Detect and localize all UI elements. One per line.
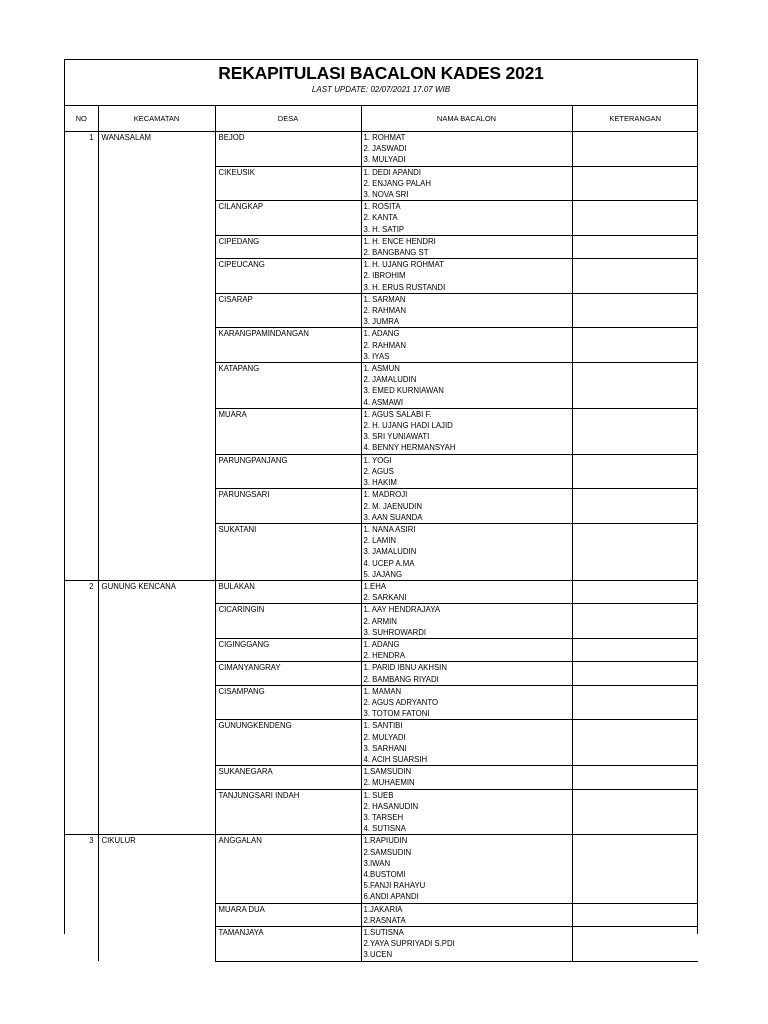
nama-bacalon-cell (361, 927, 572, 962)
candidate-name: 1. ASMUN (363, 364, 400, 374)
candidate-name: 6.ANDI APANDI (363, 892, 419, 902)
candidate-name: 2. AGUS ADRYANTO (363, 697, 439, 707)
nama-bacalon-cell (361, 580, 572, 603)
desa-cell: SUKATANI (215, 523, 361, 580)
row-number (65, 720, 98, 766)
candidate-name: 2. M. JAENUDIN (363, 501, 422, 511)
candidate-name: 2.SAMSUDIN (363, 847, 412, 857)
kecamatan-cell (98, 685, 215, 720)
nama-bacalon-cell (361, 259, 572, 294)
table-row (65, 454, 698, 489)
nama-bacalon-cell (361, 604, 572, 639)
table-row (65, 328, 698, 363)
candidate-name: 4. ASMAWI (363, 397, 404, 407)
keterangan-cell (572, 927, 698, 962)
desa-cell: MUARA DUA (215, 903, 361, 926)
desa-cell: CILANGKAP (215, 201, 361, 236)
candidate-name: 1. SUEB (363, 790, 394, 800)
kecamatan-cell: WANASALAM (98, 132, 215, 167)
kecamatan-cell (98, 766, 215, 789)
desa-cell: CIMANYANGRAY (215, 662, 361, 685)
row-number: 2 (65, 580, 98, 603)
table-row (65, 259, 698, 294)
last-update-text: LAST UPDATE: 02/07/2021 17.07 WIB (311, 85, 451, 94)
candidate-name: 5.FANJI RAHAYU (363, 881, 426, 891)
candidate-name: 2.YAYA SUPRIYADI S.PDI (363, 939, 455, 949)
kecamatan-cell (98, 523, 215, 580)
candidate-name: 4.BUSTOMI (363, 870, 406, 879)
candidate-name: 2. AGUS (363, 466, 394, 476)
nama-bacalon-cell (361, 766, 572, 789)
candidate-name: 1. YOGI (363, 455, 392, 465)
candidate-name: 1. H. ENCE HENDRI (363, 236, 436, 246)
candidate-name: 3.UCEN (363, 950, 393, 960)
header-no: NO (65, 106, 98, 132)
candidate-name: 1. ROSITA (363, 202, 401, 212)
desa-cell: TANJUNGSARI INDAH (215, 789, 361, 835)
candidate-name: 1.SAMSUDIN (363, 767, 412, 777)
nama-bacalon-cell (361, 201, 572, 236)
kecamatan-cell (98, 408, 215, 454)
kecamatan-cell (98, 454, 215, 489)
candidate-name: 5. JAJANG (363, 569, 403, 579)
table-row (65, 408, 698, 454)
row-number (65, 328, 98, 363)
nama-bacalon-cell (361, 132, 572, 167)
candidate-name: 2. JASWADI (363, 144, 407, 154)
keterangan-cell (572, 408, 698, 454)
kecamatan-cell: GUNUNG KENCANA (98, 580, 215, 603)
candidate-name: 2. H. UJANG HADI LAJID (363, 421, 453, 431)
table-row (65, 638, 698, 661)
table-row (65, 903, 698, 926)
table-row (65, 789, 698, 835)
row-number (65, 638, 98, 661)
keterangan-cell (572, 604, 698, 639)
table-row (65, 662, 698, 685)
row-number (65, 235, 98, 258)
keterangan-cell (572, 328, 698, 363)
candidate-name: 1. AAY HENDRAJAYA (363, 605, 441, 615)
keterangan-cell (572, 454, 698, 489)
candidate-name: 3. JUMRA (363, 317, 400, 327)
keterangan-cell (572, 789, 698, 835)
table-row (65, 523, 698, 580)
candidate-name: 1. NANA ASIRI (363, 524, 416, 534)
kecamatan-cell (98, 789, 215, 835)
kecamatan-cell (98, 489, 215, 524)
kecamatan-cell (98, 293, 215, 328)
row-number (65, 293, 98, 328)
desa-cell: CIPEUCANG (215, 259, 361, 294)
candidate-name: 3. H. SATIP (363, 224, 405, 234)
candidate-name: 2. RAHMAN (363, 306, 406, 316)
header-nama-bacalon: NAMA BACALON (361, 106, 572, 132)
kecamatan-cell (98, 328, 215, 363)
header-row (65, 106, 698, 132)
desa-cell: TAMANJAYA (215, 927, 361, 962)
candidate-name: 3. MULYADI (363, 155, 406, 165)
kecamatan-cell (98, 363, 215, 409)
candidate-name: 2. ARMIN (363, 616, 397, 626)
table-row (65, 363, 698, 409)
candidate-name: 3. TOTOM FATONI (363, 709, 430, 719)
nama-bacalon-cell (361, 166, 572, 201)
desa-cell: CICARINGIN (215, 604, 361, 639)
candidate-name: 1. SARMAN (363, 294, 406, 304)
desa-cell: BULAKAN (215, 580, 361, 603)
desa-cell: ANGGALAN (215, 835, 361, 903)
table-body (65, 132, 698, 962)
row-number (65, 662, 98, 685)
keterangan-cell (572, 259, 698, 294)
candidate-name: 1.EHA (363, 581, 387, 591)
table-row (65, 720, 698, 766)
keterangan-cell (572, 489, 698, 524)
row-number (65, 927, 98, 962)
keterangan-cell (572, 720, 698, 766)
candidate-name: 1. ADANG (363, 639, 400, 649)
candidate-name: 1. AGUS SALABI F. (363, 409, 432, 419)
kecamatan-cell (98, 604, 215, 639)
title-block (65, 60, 697, 106)
desa-cell: KATAPANG (215, 363, 361, 409)
nama-bacalon-cell (361, 363, 572, 409)
keterangan-cell (572, 685, 698, 720)
nama-bacalon-cell (361, 523, 572, 580)
kecamatan-cell (98, 720, 215, 766)
nama-bacalon-cell (361, 489, 572, 524)
row-number (65, 408, 98, 454)
candidate-name: 1. SANTIBI (363, 721, 403, 731)
candidate-name: 3. TARSEH (363, 812, 404, 822)
candidate-name: 4. UCEP A.MA (363, 558, 415, 568)
recap-sheet (64, 59, 698, 960)
candidates-table (65, 106, 698, 962)
kecamatan-cell (98, 166, 215, 201)
nama-bacalon-cell (361, 685, 572, 720)
desa-cell: CISAMPANG (215, 685, 361, 720)
table-row (65, 166, 698, 201)
keterangan-cell (572, 523, 698, 580)
candidate-name: 3. NOVA SRI (363, 190, 409, 200)
keterangan-cell (572, 235, 698, 258)
row-number (65, 201, 98, 236)
candidate-name: 1. ROHMAT (363, 133, 406, 142)
candidate-name: 1. DEDI APANDI (363, 167, 421, 177)
desa-cell: PARUNGPANJANG (215, 454, 361, 489)
candidate-name: 2. SARKANI (363, 593, 407, 603)
desa-cell: SUKANEGARA (215, 766, 361, 789)
keterangan-cell (572, 638, 698, 661)
row-number (65, 454, 98, 489)
kecamatan-cell (98, 235, 215, 258)
candidate-name: 2. HENDRA (363, 651, 406, 661)
desa-cell: CISARAP (215, 293, 361, 328)
candidate-name: 2. RAHMAN (363, 340, 406, 350)
row-number (65, 363, 98, 409)
row-number (65, 166, 98, 201)
nama-bacalon-cell (361, 235, 572, 258)
keterangan-cell (572, 766, 698, 789)
keterangan-cell (572, 166, 698, 201)
nama-bacalon-cell (361, 408, 572, 454)
candidate-name: 1. H. UJANG ROHMAT (363, 260, 444, 270)
keterangan-cell (572, 293, 698, 328)
candidate-name: 3. SARHANI (363, 743, 407, 753)
keterangan-cell (572, 201, 698, 236)
header-desa: DESA (215, 106, 361, 132)
candidate-name: 3. H. ERUS RUSTANDI (363, 282, 446, 292)
candidate-name: 1.JAKARIA (363, 904, 403, 914)
keterangan-cell (572, 363, 698, 409)
candidate-name: 2. ENJANG PALAH (363, 178, 431, 188)
row-number (65, 685, 98, 720)
desa-cell: CIGINGGANG (215, 638, 361, 661)
table-row (65, 293, 698, 328)
candidate-name: 2. HASANUDIN (363, 801, 419, 811)
desa-cell: PARUNGSARI (215, 489, 361, 524)
nama-bacalon-cell (361, 789, 572, 835)
row-number (65, 789, 98, 835)
document-title: REKAPITULASI BACALON KADES 2021 (218, 63, 544, 83)
candidate-name: 2. IBROHIM (363, 271, 406, 281)
candidate-name: 3. SUHROWARDI (363, 627, 427, 637)
candidate-name: 1. MAMAN (363, 686, 402, 696)
table-row (65, 489, 698, 524)
candidate-name: 3. IYAS (363, 351, 390, 361)
candidate-name: 3. SRI YUNIAWATI (363, 432, 430, 442)
candidate-name: 2. MULYADI (363, 732, 406, 742)
candidate-name: 2. LAMIN (363, 536, 396, 546)
candidate-name: 1.RAPIUDIN (363, 836, 408, 846)
keterangan-cell (572, 835, 698, 903)
nama-bacalon-cell (361, 638, 572, 661)
desa-cell: MUARA (215, 408, 361, 454)
keterangan-cell (572, 132, 698, 167)
row-number (65, 604, 98, 639)
header-keterangan: KETERANGAN (572, 106, 698, 132)
keterangan-cell (572, 662, 698, 685)
candidate-name: 3. AAN SUANDA (363, 512, 423, 522)
table-row (65, 766, 698, 789)
candidate-name: 2. BAMBANG RIYADI (363, 674, 439, 684)
candidate-name: 2. MUHAEMIN (363, 778, 415, 788)
candidate-name: 4. SUTISNA (363, 824, 406, 834)
candidate-name: 3. JAMALUDIN (363, 547, 417, 557)
candidate-name: 3. EMED KURNIAWAN (363, 386, 444, 396)
candidate-name: 2. JAMALUDIN (363, 375, 417, 385)
nama-bacalon-cell (361, 662, 572, 685)
table-row (65, 835, 698, 903)
header-kecamatan: KECAMATAN (98, 106, 215, 132)
candidate-name: 2.RASNATA (363, 915, 406, 925)
keterangan-cell (572, 903, 698, 926)
row-number (65, 489, 98, 524)
desa-cell: KARANGPAMINDANGAN (215, 328, 361, 363)
row-number (65, 766, 98, 789)
desa-cell: CIKEUSIK (215, 166, 361, 201)
table-row (65, 604, 698, 639)
table-row (65, 927, 698, 962)
nama-bacalon-cell (361, 293, 572, 328)
candidate-name: 1. ADANG (363, 329, 400, 339)
candidate-name: 3. HAKIM (363, 478, 397, 488)
table-row (65, 235, 698, 258)
table-row (65, 580, 698, 603)
candidate-name: 1. MADROJI (363, 490, 408, 500)
nama-bacalon-cell (361, 835, 572, 903)
keterangan-cell (572, 580, 698, 603)
desa-cell: GUNUNGKENDENG (215, 720, 361, 766)
kecamatan-cell (98, 259, 215, 294)
row-number: 1 (65, 132, 98, 167)
row-number (65, 259, 98, 294)
kecamatan-cell (98, 903, 215, 926)
table-row (65, 132, 698, 167)
desa-cell: CIPEDANG (215, 235, 361, 258)
kecamatan-cell (98, 927, 215, 962)
row-number (65, 903, 98, 926)
row-number (65, 523, 98, 580)
candidate-name: 2. BANGBANG ST (363, 248, 429, 258)
row-number: 3 (65, 835, 98, 903)
kecamatan-cell (98, 201, 215, 236)
kecamatan-cell (98, 662, 215, 685)
kecamatan-cell (98, 638, 215, 661)
nama-bacalon-cell (361, 720, 572, 766)
table-row (65, 201, 698, 236)
nama-bacalon-cell (361, 903, 572, 926)
kecamatan-cell: CIKULUR (98, 835, 215, 903)
candidate-name: 1.SUTISNA (363, 928, 404, 938)
candidate-name: 4. ACIH SUARSIH (363, 754, 428, 764)
candidate-name: 1. PARID IBNU AKHSIN (363, 663, 447, 673)
nama-bacalon-cell (361, 328, 572, 363)
table-row (65, 685, 698, 720)
candidate-name: 4. BENNY HERMANSYAH (363, 443, 456, 453)
nama-bacalon-cell (361, 454, 572, 489)
candidate-name: 3.IWAN (363, 858, 391, 868)
desa-cell: BEJOD (215, 132, 361, 167)
candidate-name: 2. KANTA (363, 213, 398, 223)
